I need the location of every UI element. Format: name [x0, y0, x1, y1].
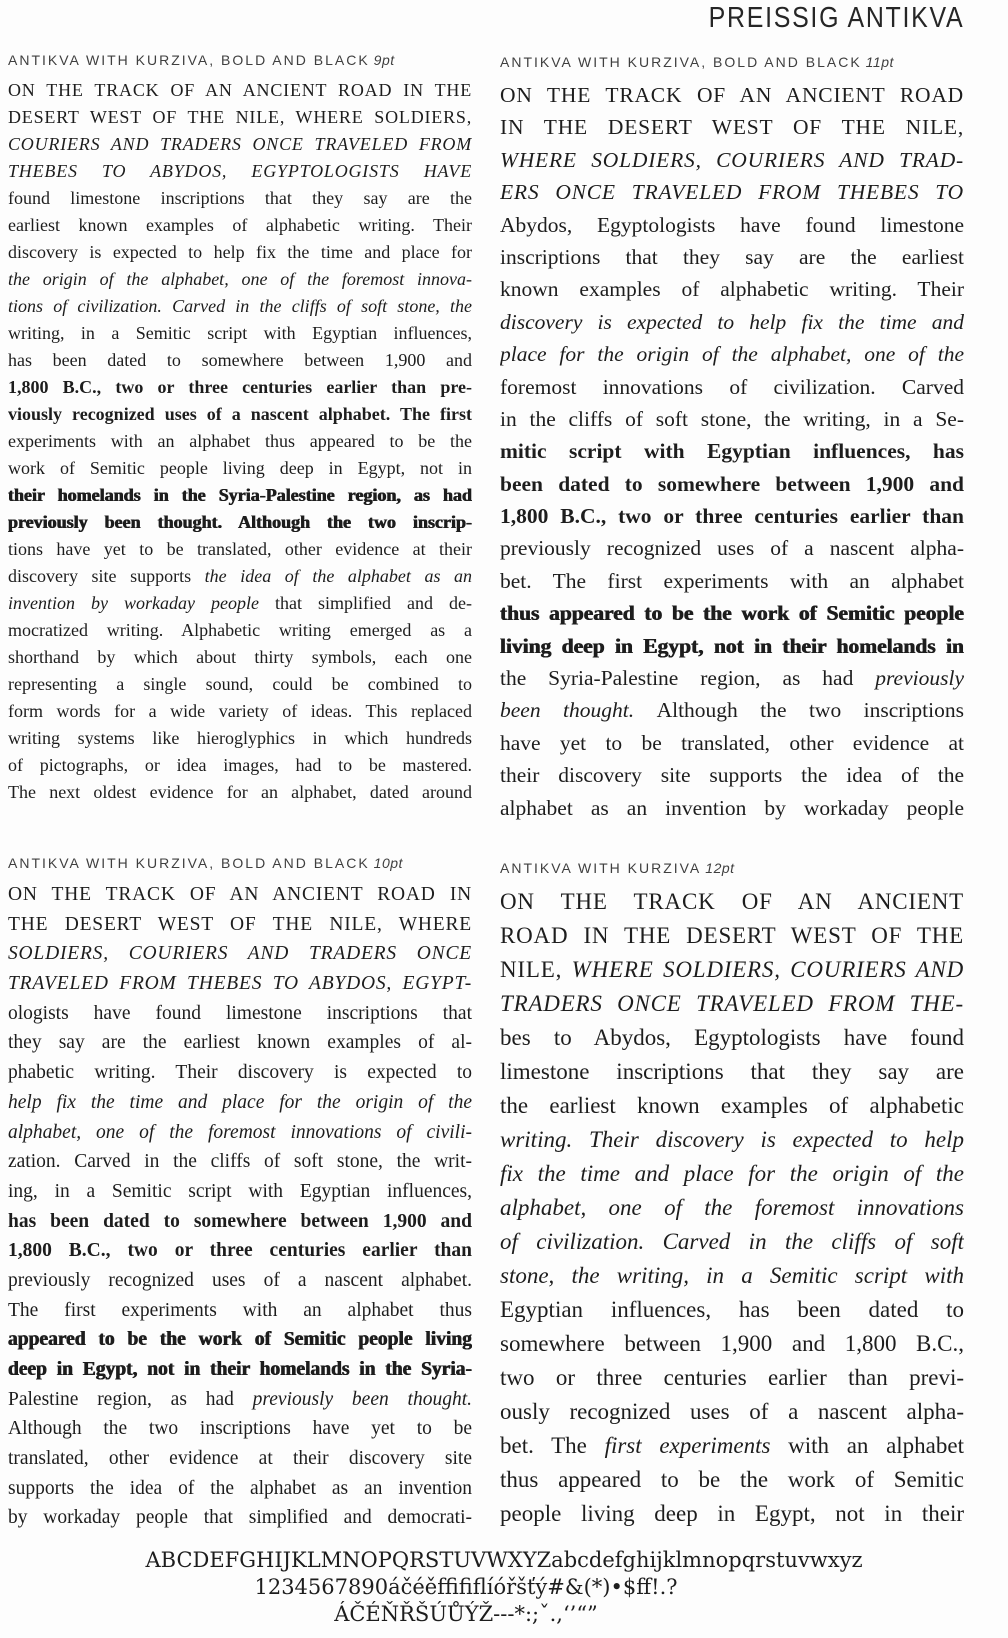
specimen-block-11pt — [500, 52, 964, 824]
specimen-segment-i: previously been thought. — [252, 1388, 472, 1410]
specimen-line — [8, 158, 472, 185]
glyph-chart — [0, 1547, 1008, 1628]
specimen-text — [8, 77, 472, 806]
specimen-line — [8, 131, 472, 158]
specimen-segment-r: limestone inscriptions that they say are — [500, 1059, 964, 1084]
specimen-line — [8, 671, 472, 698]
specimen-segment-icaps: COURIERS AND TRADERS ONCE TRAVELED FROM — [8, 134, 472, 154]
specimen-segment-r: tions have yet to be translated, other evidence at their — [8, 539, 472, 559]
specimen-line — [8, 939, 472, 969]
specimen-line — [500, 306, 964, 338]
specimen-segment-i: fix the time and place for the origin of the — [500, 1161, 964, 1186]
specimen-line — [500, 1429, 964, 1463]
specimen-segment-r: ously recognized uses of a nascent alpha- — [500, 1399, 964, 1424]
specimen-segment-i: been thought. — [500, 698, 657, 723]
specimen-segment-r: discovery is expected to help fix the time and place for — [8, 242, 472, 262]
specimen-segment-k: living deep in Egypt, not in their homelands in — [500, 633, 964, 658]
specimen-segment-icaps: SOLDIERS, COURIERS AND TRADERS ONCE — [8, 943, 472, 965]
specimen-segment-r: of pictographs, or idea images, had to be mastered. — [8, 755, 472, 775]
specimen-segment-b: 1,800 B.C., two or three centuries earlier than pre- — [8, 377, 472, 397]
specimen-segment-r: The next oldest evidence for an alphabet, dated around — [8, 782, 472, 802]
specimen-line — [500, 273, 964, 305]
specimen-line — [8, 320, 472, 347]
specimen-segment-caps: IN THE DESERT WEST OF THE NILE, — [500, 115, 964, 140]
specimen-segment-i: the origin of the alphabet, one of the foremost innova- — [8, 269, 472, 289]
page-title-text: PREISSIG ANTIKVA — [708, 2, 964, 34]
specimen-segment-r: in the cliffs of soft stone, the writing, in a Se- — [500, 406, 964, 431]
specimen-line — [8, 698, 472, 725]
specimen-line — [8, 509, 472, 536]
specimen-segment-b: 1,800 B.C., two or three centuries earlier than — [8, 1240, 472, 1262]
specimen-line — [8, 1414, 472, 1444]
specimen-line — [8, 1444, 472, 1474]
specimen-segment-i: tions of civilization. Carved in the cliffs of soft stone, the — [8, 296, 472, 316]
specimen-segment-i: first experiments — [604, 1433, 789, 1458]
specimen-segment-b: viously recognized uses of a nascent alphabet. The first — [8, 404, 472, 424]
specimen-line — [8, 293, 472, 320]
specimen-line — [500, 1123, 964, 1157]
specimen-line — [500, 532, 964, 564]
specimen-line — [500, 565, 964, 597]
specimen-line — [8, 1088, 472, 1118]
specimen-line — [8, 910, 472, 940]
specimen-line — [8, 752, 472, 779]
specimen-segment-b: mitic script with Egyptian influences, has — [500, 439, 964, 464]
specimen-segment-r: shorthand by which about thirty symbols, each one — [8, 647, 472, 667]
specimen-line — [500, 1021, 964, 1055]
specimen-segment-i: alphabet, one of the foremost innovations — [500, 1195, 964, 1220]
specimen-segment-r: by workaday people that simplified and democrati- — [8, 1507, 472, 1529]
specimen-line — [500, 953, 964, 987]
specimen-segment-r: earliest known examples of alphabetic writing. Their — [8, 215, 472, 235]
specimen-line — [500, 1361, 964, 1395]
specimen-segment-icaps: TRAVELED FROM THEBES TO ABYDOS, EGYPT- — [8, 973, 472, 995]
specimen-line — [8, 1474, 472, 1504]
specimen-segment-icaps: WHERE SOLDIERS, COURIERS AND — [571, 957, 964, 982]
specimen-line — [500, 1089, 964, 1123]
specimen-line — [8, 969, 472, 999]
specimen-size-label: 9pt — [373, 52, 395, 68]
specimen-segment-caps: DESERT WEST OF THE NILE, WHERE SOLDIERS, — [8, 107, 472, 127]
specimen-line — [8, 644, 472, 671]
specimen-segment-r: found limestone inscriptions that they say are the — [8, 188, 472, 208]
specimen-line — [8, 185, 472, 212]
specimen-line — [500, 435, 964, 467]
specimen-segment-r: alphabet as an invention by workaday people — [500, 795, 964, 820]
specimen-line — [8, 104, 472, 131]
specimen-segment-i: help fix the time and place for the origin of the — [8, 1091, 472, 1113]
specimen-segment-r: bes to Abydos, Egyptologists have found — [500, 1025, 964, 1050]
specimen-segment-i: previously — [875, 666, 964, 691]
specimen-segment-r: representing a single sound, could be combined to — [8, 674, 472, 694]
specimen-segment-r: foremost innovations of civilization. Carved — [500, 374, 964, 399]
specimen-header — [8, 50, 472, 70]
specimen-label: ANTIKVA WITH KURZIVA, BOLD AND BLACK — [8, 855, 370, 871]
specimen-line — [500, 597, 964, 629]
specimen-segment-icaps: WHERE SOLDIERS, COURIERS AND TRAD- — [500, 147, 964, 172]
specimen-line — [500, 1191, 964, 1225]
specimen-segment-r: Palestine region, as had — [8, 1388, 253, 1410]
specimen-segment-r: writing systems like hieroglyphics in which hundreds — [8, 728, 472, 748]
specimen-line — [8, 1325, 472, 1355]
specimen-segment-i: place for the origin of the alphabet, one of the — [500, 342, 964, 367]
specimen-segment-i: stone, the writing, in a Semitic script with — [500, 1263, 964, 1288]
specimen-segment-r: writing, in a Semitic script with Egyptian influences, — [8, 323, 472, 343]
specimen-line — [500, 759, 964, 791]
specimen-line — [500, 79, 964, 111]
specimen-segment-b: has been dated to somewhere between 1,900 and — [8, 1210, 472, 1232]
specimen-line — [8, 536, 472, 563]
specimen-line — [8, 1355, 472, 1385]
specimen-segment-caps: ON THE TRACK OF AN ANCIENT — [500, 889, 964, 914]
specimen-segment-k: previously been thought. Although the two inscrip- — [8, 512, 472, 532]
specimen-line — [8, 482, 472, 509]
specimen-block-12pt — [500, 858, 964, 1531]
specimen-line — [500, 630, 964, 662]
specimen-segment-i: discovery is expected to help fix the time and — [500, 309, 964, 334]
specimen-text — [8, 880, 472, 1533]
specimen-segment-i: the idea of the alphabet as an — [204, 566, 472, 586]
specimen-segment-r: discovery site supports — [8, 566, 205, 586]
specimen-text — [500, 79, 964, 824]
specimen-line — [500, 1293, 964, 1327]
specimen-line — [500, 1463, 964, 1497]
specimen-segment-k: their homelands in the Syria-Palestine region, as had — [8, 485, 472, 505]
glyph-row-uppercase-lowercase: ABCDEFGHIJKLMNOPQRSTUVWXYZabcdefghijklmnopqrstuvwxyz — [145, 1548, 863, 1572]
specimen-segment-i: alphabet, one of the foremost innovations of civili- — [8, 1121, 472, 1143]
specimen-line — [8, 617, 472, 644]
specimen-segment-r: zation. Carved in the cliffs of soft stone, the writ- — [8, 1151, 472, 1173]
specimen-segment-r: the Syria-Palestine region, as had — [500, 666, 876, 691]
specimen-segment-r: Although the two inscriptions — [656, 698, 964, 723]
specimen-line — [8, 1236, 472, 1266]
specimen-segment-k: deep in Egypt, not in their homelands in the Syria- — [8, 1359, 472, 1380]
specimen-line — [500, 1497, 964, 1531]
glyph-row-figures-accents: 1234567890áčéěﬃﬁﬂíóřšťý#&(*)•$ﬀ!.? — [254, 1575, 678, 1599]
specimen-line — [500, 111, 964, 143]
specimen-size-label: 12pt — [705, 860, 735, 876]
specimen-segment-r: Egyptian influences, has been dated to — [500, 1297, 964, 1322]
specimen-line — [8, 563, 472, 590]
specimen-line — [500, 468, 964, 500]
specimen-line — [500, 1259, 964, 1293]
specimen-segment-i: of civilization. Carved in the cliffs of soft — [500, 1229, 964, 1254]
specimen-segment-r: mocratized writing. Alphabetic writing emerged as a — [8, 620, 472, 640]
specimen-segment-b: been dated to somewhere between 1,900 and — [500, 471, 964, 496]
specimen-line — [500, 987, 964, 1021]
specimen-segment-caps: ROAD IN THE DESERT WEST OF THE — [500, 923, 964, 948]
specimen-line — [8, 1147, 472, 1177]
specimen-line — [8, 401, 472, 428]
specimen-segment-r: have yet to be translated, other evidence at — [500, 730, 964, 755]
specimen-segment-r: inscriptions that they say are the earliest — [500, 244, 964, 269]
specimen-line — [8, 1058, 472, 1088]
specimen-segment-k: appeared to be the work of Semitic people living — [8, 1329, 472, 1351]
specimen-line — [500, 1395, 964, 1429]
specimen-segment-r: their discovery site supports the idea of the — [500, 763, 964, 788]
specimen-line — [500, 727, 964, 759]
specimen-segment-caps: ON THE TRACK OF AN ANCIENT ROAD IN — [8, 884, 472, 905]
specimen-segment-r: the earliest known examples of alphabetic — [500, 1093, 964, 1118]
specimen-line — [8, 880, 472, 910]
specimen-header — [500, 52, 964, 72]
specimen-line — [500, 144, 964, 176]
specimen-segment-r: bet. The first experiments with an alphabet — [500, 568, 964, 593]
specimen-line — [8, 1177, 472, 1207]
specimen-line — [500, 1055, 964, 1089]
specimen-line — [500, 662, 964, 694]
glyph-row-caps-accents-punctuation: ÁČÉŇŘŠÚŮÝŽ---*:;ˇ.,‘’“” — [334, 1602, 598, 1626]
specimen-line — [8, 239, 472, 266]
page-title — [500, 2, 964, 35]
specimen-line — [8, 77, 472, 104]
specimen-label: ANTIKVA WITH KURZIVA — [500, 860, 702, 876]
specimen-segment-caps: ON THE TRACK OF AN ANCIENT ROAD IN THE — [8, 80, 472, 100]
specimen-segment-r: work of Semitic people living deep in Egypt, not in — [8, 458, 472, 478]
specimen-line — [8, 374, 472, 401]
specimen-line — [500, 792, 964, 824]
specimen-line — [500, 403, 964, 435]
specimen-segment-i: invention by workaday people — [8, 593, 275, 613]
specimen-segment-icaps: TRADERS ONCE TRAVELED FROM THE- — [500, 991, 964, 1016]
specimen-header — [8, 853, 472, 873]
specimen-segment-r: previously recognized uses of a nascent alpha- — [500, 536, 964, 561]
specimen-line — [8, 1028, 472, 1058]
specimen-line — [8, 1207, 472, 1237]
specimen-line — [8, 999, 472, 1029]
specimen-segment-r: has been dated to somewhere between 1,900 and — [8, 350, 472, 370]
specimen-segment-r: they say are the earliest known examples of al- — [8, 1032, 472, 1054]
specimen-segment-icaps: THEBES TO ABYDOS, EGYPTOLOGISTS HAVE — [8, 161, 472, 181]
specimen-line — [8, 266, 472, 293]
specimen-line — [8, 725, 472, 752]
specimen-line — [500, 338, 964, 370]
specimen-line — [500, 919, 964, 953]
specimen-segment-r: Although the two inscriptions have yet to be — [8, 1418, 472, 1440]
specimen-line — [500, 500, 964, 532]
specimen-line — [8, 212, 472, 239]
specimen-segment-r: somewhere between 1,900 and 1,800 B.C., — [500, 1331, 964, 1356]
specimen-segment-r: ing, in a Semitic script with Egyptian influences, — [8, 1180, 472, 1202]
specimen-block-9pt — [8, 50, 472, 806]
specimen-size-label: 11pt — [865, 54, 894, 70]
specimen-line — [500, 241, 964, 273]
specimen-segment-r: that simplified and de- — [274, 593, 472, 613]
specimen-segment-caps: ON THE TRACK OF AN ANCIENT ROAD — [500, 83, 964, 107]
specimen-segment-r: Abydos, Egyptologists have found limestone — [500, 212, 964, 237]
specimen-line — [8, 1385, 472, 1415]
specimen-label: ANTIKVA WITH KURZIVA, BOLD AND BLACK — [500, 54, 862, 70]
specimen-segment-i: writing. Their discovery is expected to help — [500, 1127, 964, 1152]
specimen-segment-caps: NILE, — [500, 957, 572, 982]
specimen-line — [8, 455, 472, 482]
specimen-segment-r: ologists have found limestone inscriptions that — [8, 1002, 472, 1024]
specimen-line — [8, 1118, 472, 1148]
specimen-line — [8, 1266, 472, 1296]
specimen-segment-caps: THE DESERT WEST OF THE NILE, WHERE — [8, 913, 472, 935]
specimen-segment-r: phabetic writing. Their discovery is expected to — [8, 1062, 472, 1084]
specimen-segment-r: The first experiments with an alphabet thus — [8, 1299, 472, 1321]
specimen-segment-k: thus appeared to be the work of Semitic people — [500, 601, 964, 626]
specimen-line — [500, 694, 964, 726]
specimen-line — [500, 1157, 964, 1191]
specimen-line — [8, 590, 472, 617]
specimen-segment-r: two or three centuries earlier than previ- — [500, 1365, 964, 1390]
specimen-line — [500, 209, 964, 241]
specimen-header — [500, 858, 964, 878]
specimen-segment-icaps: ERS ONCE TRAVELED FROM THEBES TO — [500, 180, 964, 205]
specimen-line — [8, 1503, 472, 1533]
specimen-segment-b: 1,800 B.C., two or three centuries earlier than — [500, 504, 964, 529]
specimen-segment-r: translated, other evidence at their discovery site — [8, 1448, 472, 1470]
specimen-segment-r: thus appeared to be the work of Semitic — [500, 1467, 964, 1492]
specimen-line — [8, 1296, 472, 1326]
specimen-segment-r: supports the idea of the alphabet as an invention — [8, 1477, 472, 1499]
specimen-segment-r: bet. The — [500, 1433, 605, 1458]
specimen-segment-r: previously recognized uses of a nascent alphabet. — [8, 1269, 472, 1291]
specimen-line — [8, 779, 472, 806]
specimen-segment-r: with an alphabet — [788, 1433, 964, 1458]
specimen-line — [500, 1225, 964, 1259]
specimen-line — [500, 885, 964, 919]
specimen-segment-r: form words for a wide variety of ideas. This replaced — [8, 701, 472, 721]
specimen-text — [500, 885, 964, 1531]
specimen-segment-r: people living deep in Egypt, not in their — [500, 1501, 964, 1526]
specimen-block-10pt — [8, 853, 472, 1533]
specimen-line — [8, 428, 472, 455]
specimen-segment-r: known examples of alphabetic writing. Their — [500, 277, 964, 302]
specimen-segment-r: experiments with an alphabet thus appeared to be the — [8, 431, 472, 451]
specimen-line — [8, 347, 472, 374]
specimen-label: ANTIKVA WITH KURZIVA, BOLD AND BLACK — [8, 52, 370, 68]
specimen-size-label: 10pt — [373, 855, 403, 871]
specimen-line — [500, 1327, 964, 1361]
specimen-line — [500, 371, 964, 403]
specimen-line — [500, 176, 964, 208]
